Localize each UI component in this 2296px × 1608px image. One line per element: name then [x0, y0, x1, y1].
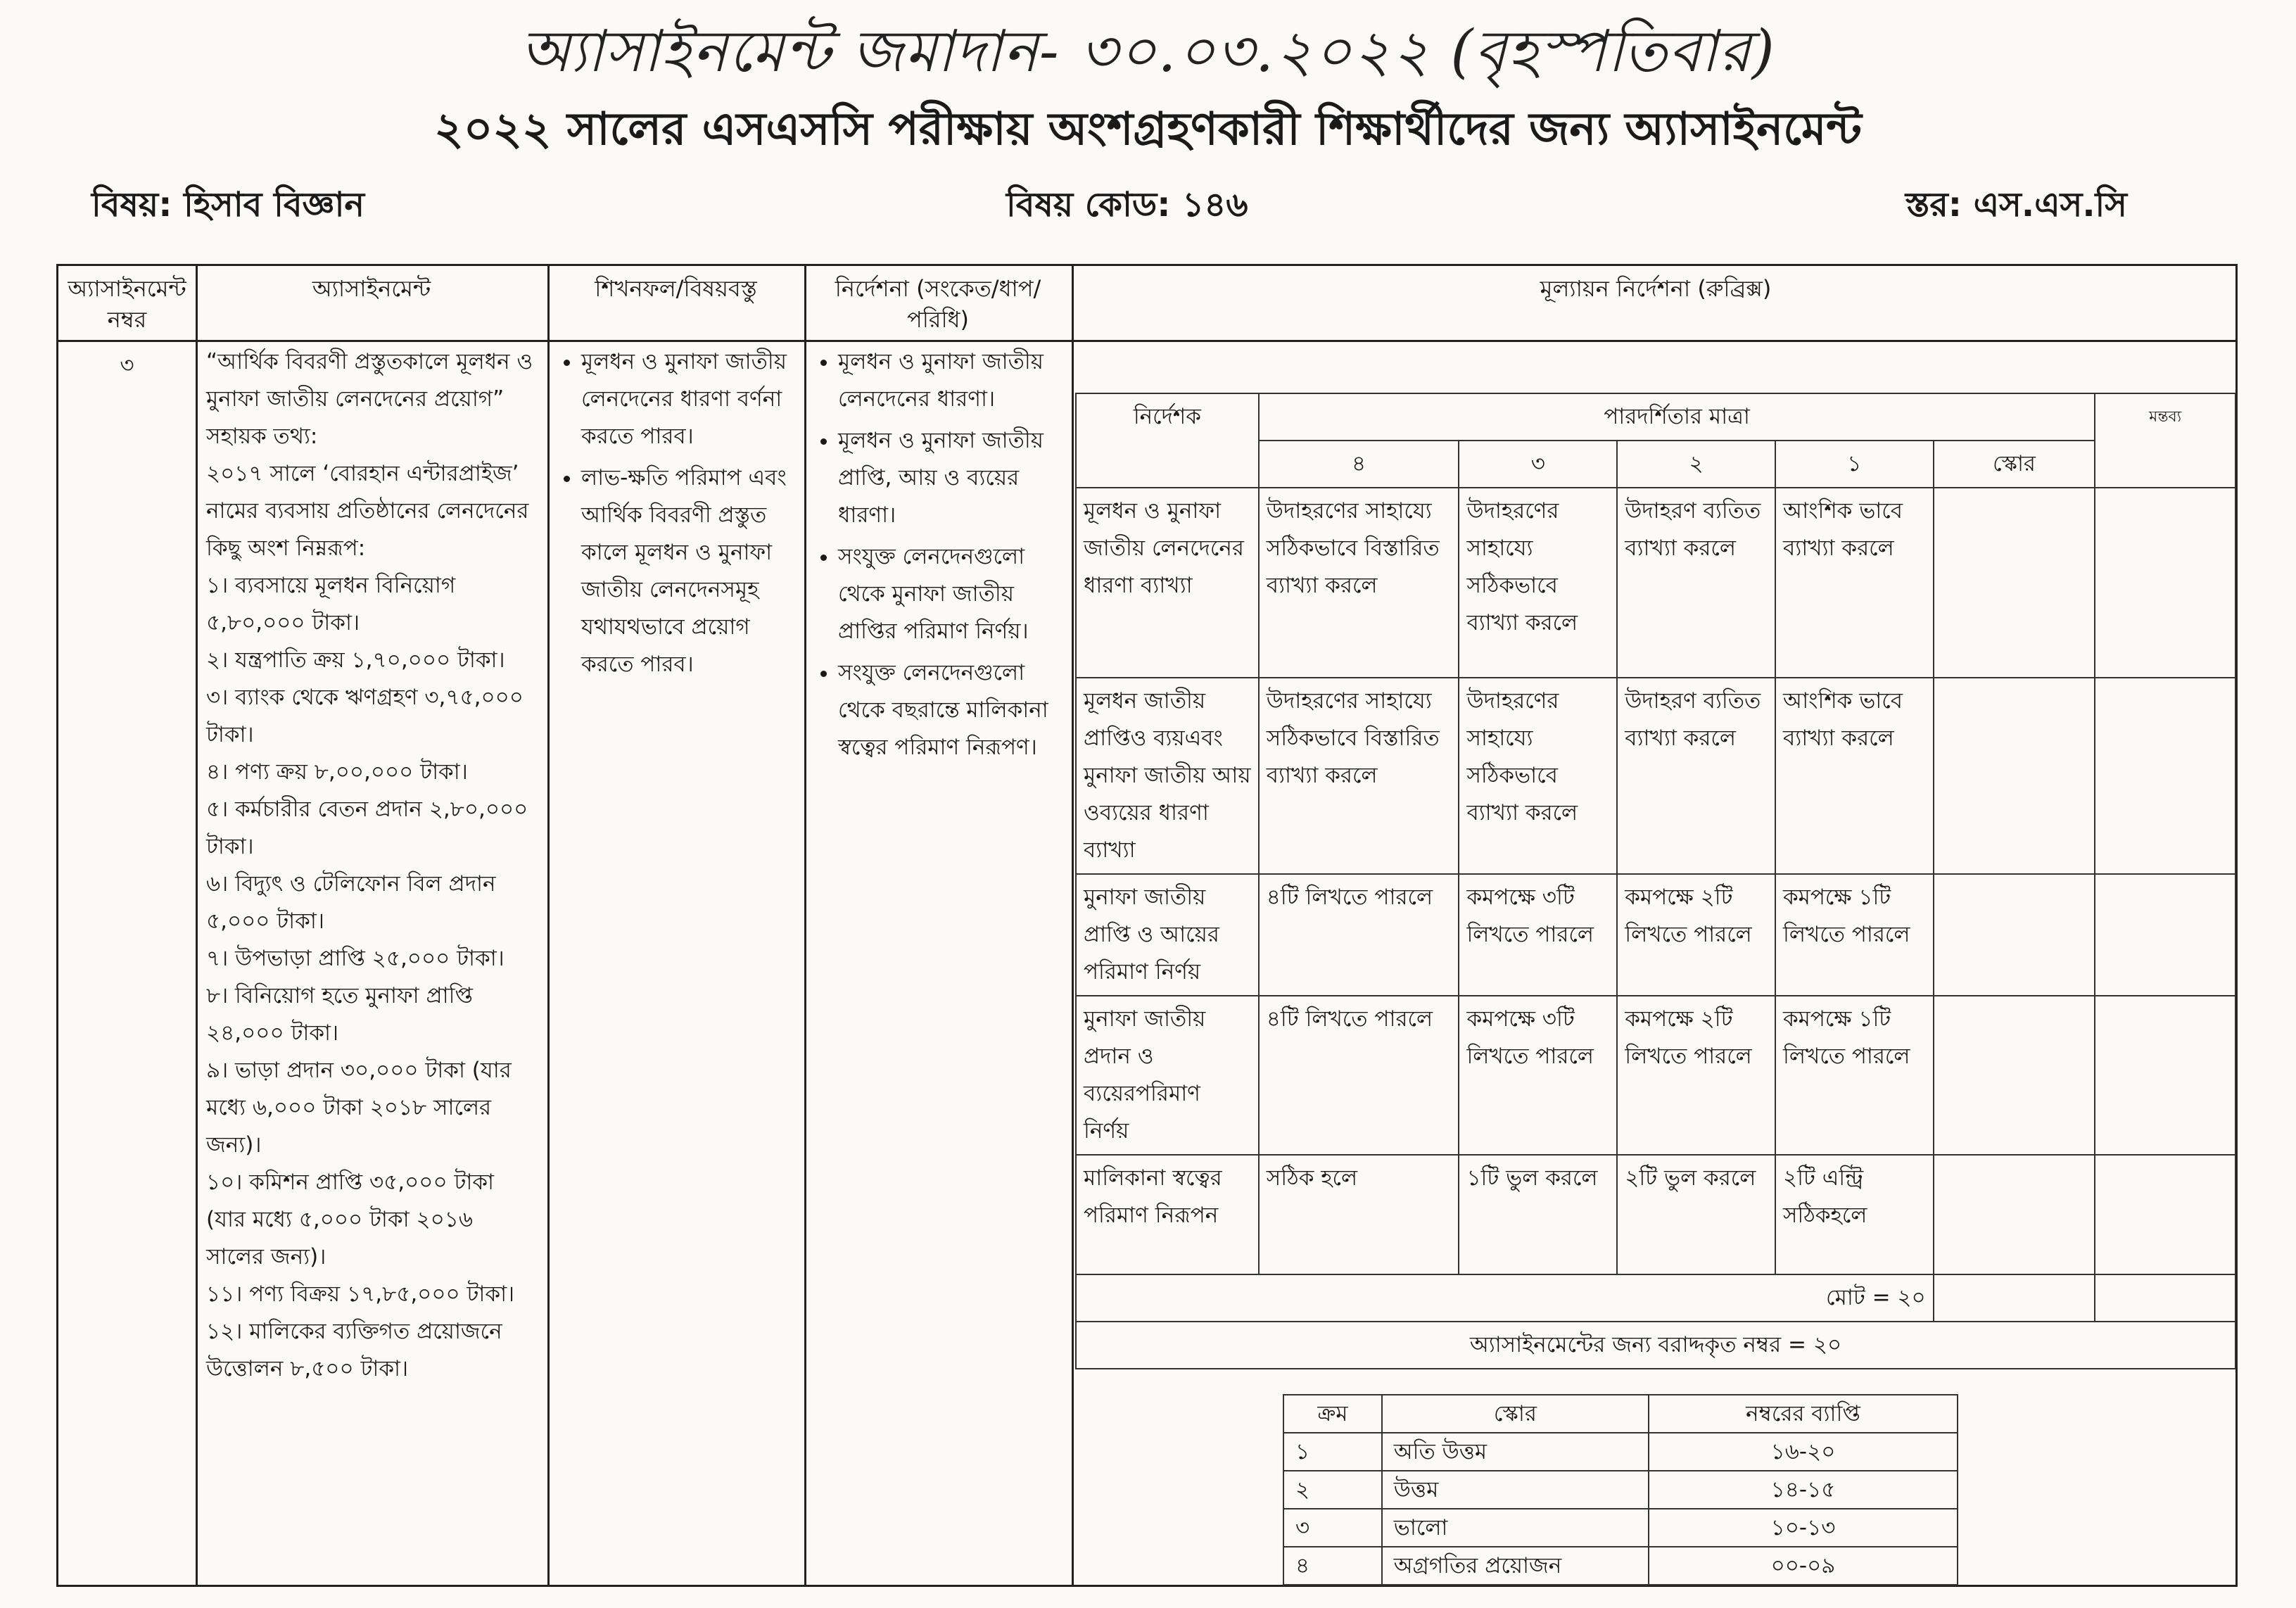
rubric-cell-indicator: মূলধন ও মুনাফা জাতীয় লেনদেনের ধারণা ব্যাখ্যা: [1076, 488, 1259, 678]
grade-row: [1283, 1471, 1958, 1509]
rubric-row: [1076, 996, 2235, 1155]
rubric-row: [1076, 1155, 2235, 1274]
rubric-cell-l1: কমপক্ষে ১টি লিখতে পারলে: [1775, 996, 1934, 1155]
rubric-cell-l1: ২টি এন্ট্রি সঠিকহলে: [1775, 1155, 1934, 1274]
header-number: অ্যাসাইনমেন্ট নম্বর: [68, 275, 186, 333]
assignment-intro: ২০১৭ সালে ‘বোরহান এন্টারপ্রাইজ’ নামের ব্যবসায় প্রতিষ্ঠানের লেনদেনের কিছু অংশ নিম্নরূপ:: [206, 461, 529, 561]
rubric-level-1: ১: [1775, 441, 1934, 488]
rubric-cell-l4: উদাহরণের সাহায্যে সঠিকভাবে বিস্তারিত ব্যাখ্যা করলে: [1259, 488, 1459, 678]
rubric-cell-l2: ২টি ভুল করলে: [1617, 1155, 1775, 1274]
rubric-cell-l4: ৪টি লিখতে পারলে: [1259, 996, 1459, 1155]
header-outcome: শিখনফল/বিষয়বস্তু: [595, 275, 757, 302]
rubric-empty-cell: [1934, 874, 2095, 996]
helper-label: সহায়ক তথ্য:: [206, 424, 318, 449]
instruction-item: • মূলধন ও মুনাফা জাতীয় লেনদেনের ধারণা।: [838, 343, 1065, 418]
handwritten-submission-note: অ্যাসাইনমেন্ট জমাদান- ৩০.০৩.২০২২ (বৃহস্পতিবার): [520, 18, 1776, 85]
rubric-level-header: পারদর্শিতার মাত্রা: [1259, 393, 2095, 441]
rubric-empty-cell: [2095, 678, 2235, 874]
grade-cell: ২: [1283, 1471, 1382, 1509]
assignment-table: [56, 264, 2238, 1587]
transaction-item: ৬। বিদ্যুৎ ও টেলিফোন বিল প্রদান ৫,০০০ টাকা।: [206, 871, 496, 934]
header-instructions: নির্দেশনা (সংকেত/ধাপ/ পরিধি): [835, 275, 1041, 333]
grade-row: [1283, 1547, 1958, 1585]
instruction-item: • সংযুক্ত লেনদেনগুলো থেকে মুনাফা জাতীয় প্রাপ্তির পরিমাণ নির্ণয়।: [838, 538, 1065, 650]
rubric-cell-l2: উদাহরণ ব্যতিত ব্যাখ্যা করলে: [1617, 678, 1775, 874]
transaction-item: ৩। ব্যাংক থেকে ঋণগ্রহণ ৩,৭৫,০০০ টাকা।: [206, 685, 524, 747]
rubric-cell-l2: উদাহরণ ব্যতিত ব্যাখ্যা করলে: [1617, 488, 1775, 678]
rubric-cell-l3: কমপক্ষে ৩টি লিখতে পারলে: [1459, 874, 1617, 996]
rubric-empty-cell: [2095, 874, 2235, 996]
learning-outcomes: [554, 343, 797, 688]
grade-cell: অতি উত্তম: [1382, 1433, 1649, 1471]
grade-cell: ১৪-১৫: [1649, 1471, 1958, 1509]
instruction-item: • সংযুক্ত লেনদেনগুলো থেকে বছরান্তে মালিকানা স্বত্বের পরিমাণ নিরূপণ।: [838, 654, 1065, 766]
rubric-empty-cell: [2095, 488, 2235, 678]
assignment-content: [206, 343, 537, 1388]
rubric-cell-l1: আংশিক ভাবে ব্যাখ্যা করলে: [1775, 488, 1934, 678]
outcome-item: • লাভ-ক্ষতি পরিমাপ এবং আর্থিক বিবরণী প্রস্তুত কালে মূলধন ও মুনাফা জাতীয় লেনদেনসমূহ যথাযথভাবে প্রয়োগ করতে পারব।: [581, 460, 797, 683]
rubric-table: [1075, 393, 2236, 1369]
rubric-cell-l4: উদাহরণের সাহায্যে সঠিকভাবে বিস্তারিত ব্যাখ্যা করলে: [1259, 678, 1459, 874]
grade-cell: ৪: [1283, 1547, 1382, 1585]
grade-header-cell: ক্রম: [1283, 1395, 1382, 1433]
level-label: স্তর: এস.এস.সি: [1905, 185, 2127, 224]
transaction-list: [206, 567, 537, 1388]
assignment-topic: “আর্থিক বিবরণী প্রস্তুতকালে মূলধন ও মুনাফা জাতীয় লেনদেনের প্রয়োগ”: [206, 349, 533, 412]
grade-header-row: [1283, 1395, 1958, 1433]
rubric-empty-cell: [2095, 1155, 2235, 1274]
rubric-row: [1076, 874, 2235, 996]
rubric-cell-indicator: মুনাফা জাতীয় প্রাপ্তি ও আয়ের পরিমাণ নির্ণয়: [1076, 874, 1259, 996]
rubric-level-4: ৪: [1259, 441, 1459, 488]
rubric-allotted: অ্যাসাইনমেন্টের জন্য বরাদ্দকৃত নম্বর = ২০: [1076, 1322, 2235, 1369]
transaction-item: ১২। মালিকের ব্যক্তিগত প্রয়োজনে উত্তোলন ৮,৫০০ টাকা।: [206, 1319, 502, 1381]
rubric-total: মোট = ২০: [1076, 1274, 1934, 1322]
grade-cell: ৩: [1283, 1509, 1382, 1547]
transaction-item: ৯। ভাড়া প্রদান ৩০,০০০ টাকা (যার মধ্যে ৬,০০০ টাকা ২০১৮ সালের জন্য)।: [206, 1058, 512, 1158]
rubric-empty-cell: [1934, 678, 2095, 874]
rubric-empty-cell: [1934, 488, 2095, 678]
page-title: ২০২২ সালের এসএসসি পরীক্ষায় অংশগ্রহণকারী শিক্ষার্থীদের জন্য অ্যাসাইনমেন্ট: [434, 103, 1862, 156]
rubric-cell-l2: কমপক্ষে ২টি লিখতে পারলে: [1617, 996, 1775, 1155]
transaction-item: ৪। পণ্য ক্রয় ৮,০০,০০০ টাকা।: [206, 759, 468, 785]
outcome-item: • মূলধন ও মুনাফা জাতীয় লেনদেনের ধারণা বর্ণনা করতে পারব।: [581, 343, 797, 455]
rubric-cell-l3: কমপক্ষে ৩টি লিখতে পারলে: [1459, 996, 1617, 1155]
grade-row: [1283, 1433, 1958, 1471]
assignment-number: ৩: [120, 353, 134, 378]
transaction-item: ১০। কমিশন প্রাপ্তি ৩৫,০০০ টাকা (যার মধ্যে ৫,০০০ টাকা ২০১৬ সালের জন্য)।: [206, 1170, 495, 1270]
grade-cell: অগ্রগতির প্রয়োজন: [1382, 1547, 1649, 1585]
grade-header-cell: স্কোর: [1382, 1395, 1649, 1433]
transaction-item: ৭। উপভাড়া প্রাপ্তি ২৫,০০০ টাকা।: [206, 946, 505, 971]
rubric-indicator-header: নির্দেশক: [1076, 393, 1259, 488]
subject-label: বিষয়: হিসাব বিজ্ঞান: [91, 185, 365, 224]
rubric-comment-header: মন্তব্য: [2095, 393, 2235, 488]
rubric-cell-l1: আংশিক ভাবে ব্যাখ্যা করলে: [1775, 678, 1934, 874]
rubric-empty-cell: [1934, 996, 2095, 1155]
rubric-empty-cell: [2095, 996, 2235, 1155]
grade-cell: ভালো: [1382, 1509, 1649, 1547]
rubric-row: [1076, 488, 2235, 678]
rubric-cell-l3: ১টি ভুল করলে: [1459, 1155, 1617, 1274]
rubric-row: [1076, 678, 2235, 874]
rubric-empty-cell: [1934, 1155, 2095, 1274]
rubric-cell-indicator: মুনাফা জাতীয় প্রদান ও ব্যয়েরপরিমাণ নির্ণয়: [1076, 996, 1259, 1155]
grade-row: [1283, 1509, 1958, 1547]
grade-cell: উত্তম: [1382, 1471, 1649, 1509]
rubric-level-3: ৩: [1459, 441, 1617, 488]
rubric-level-2: ২: [1617, 441, 1775, 488]
rubric-cell-indicator: মূলধন জাতীয় প্রাপ্তিও ব্যয়এবং মুনাফা জাতীয় আয় ওব্যয়ের ধারণা ব্যাখ্যা: [1076, 678, 1259, 874]
transaction-item: ৮। বিনিয়োগ হতে মুনাফা প্রাপ্তি ২৪,০০০ টাকা।: [206, 983, 473, 1046]
header-assignment: অ্যাসাইনমেন্ট: [312, 275, 431, 302]
rubric-cell-l2: কমপক্ষে ২টি লিখতে পারলে: [1617, 874, 1775, 996]
transaction-item: ২। যন্ত্রপাতি ক্রয় ১,৭০,০০০ টাকা।: [206, 647, 505, 673]
grade-table: [1283, 1394, 1958, 1585]
grade-cell: ১৬-২০: [1649, 1433, 1958, 1471]
rubric-cell-l1: কমপক্ষে ১টি লিখতে পারলে: [1775, 874, 1934, 996]
transaction-item: ১। ব্যবসায়ে মূলধন বিনিয়োগ ৫,৮০,০০০ টাকা।: [206, 573, 456, 635]
rubric-cell-l3: উদাহরণের সাহায্যে সঠিকভাবে ব্যাখ্যা করলে: [1459, 678, 1617, 874]
header-evaluation: মূল্যায়ন নির্দেশনা (রুব্রিক্স): [1540, 275, 1772, 302]
instructions: [811, 343, 1065, 771]
rubric-cell-l4: সঠিক হলে: [1259, 1155, 1459, 1274]
instruction-item: • মূলধন ও মুনাফা জাতীয় প্রাপ্তি, আয় ও ব্যয়ের ধারণা।: [838, 422, 1065, 534]
rubric-cell-indicator: মালিকানা স্বত্বের পরিমাণ নিরূপন: [1076, 1155, 1259, 1274]
grade-cell: ০০-০৯: [1649, 1547, 1958, 1585]
grade-cell: ১: [1283, 1433, 1382, 1471]
rubric-cell-l4: ৪টি লিখতে পারলে: [1259, 874, 1459, 996]
grade-cell: ১০-১৩: [1649, 1509, 1958, 1547]
subject-code-label: বিষয় কোড: ১৪৬: [1006, 185, 1248, 224]
transaction-item: ১১। পণ্য বিক্রয় ১৭,৮৫,০০০ টাকা।: [206, 1281, 515, 1307]
transaction-item: ৫। কর্মচারীর বেতন প্রদান ২,৮০,০০০ টাকা।: [206, 797, 528, 859]
rubric-cell-l3: উদাহরণের সাহায্যে সঠিকভাবে ব্যাখ্যা করলে: [1459, 488, 1617, 678]
rubric-score-header: স্কোর: [1934, 441, 2095, 488]
grade-header-cell: নম্বরের ব্যাপ্তি: [1649, 1395, 1958, 1433]
